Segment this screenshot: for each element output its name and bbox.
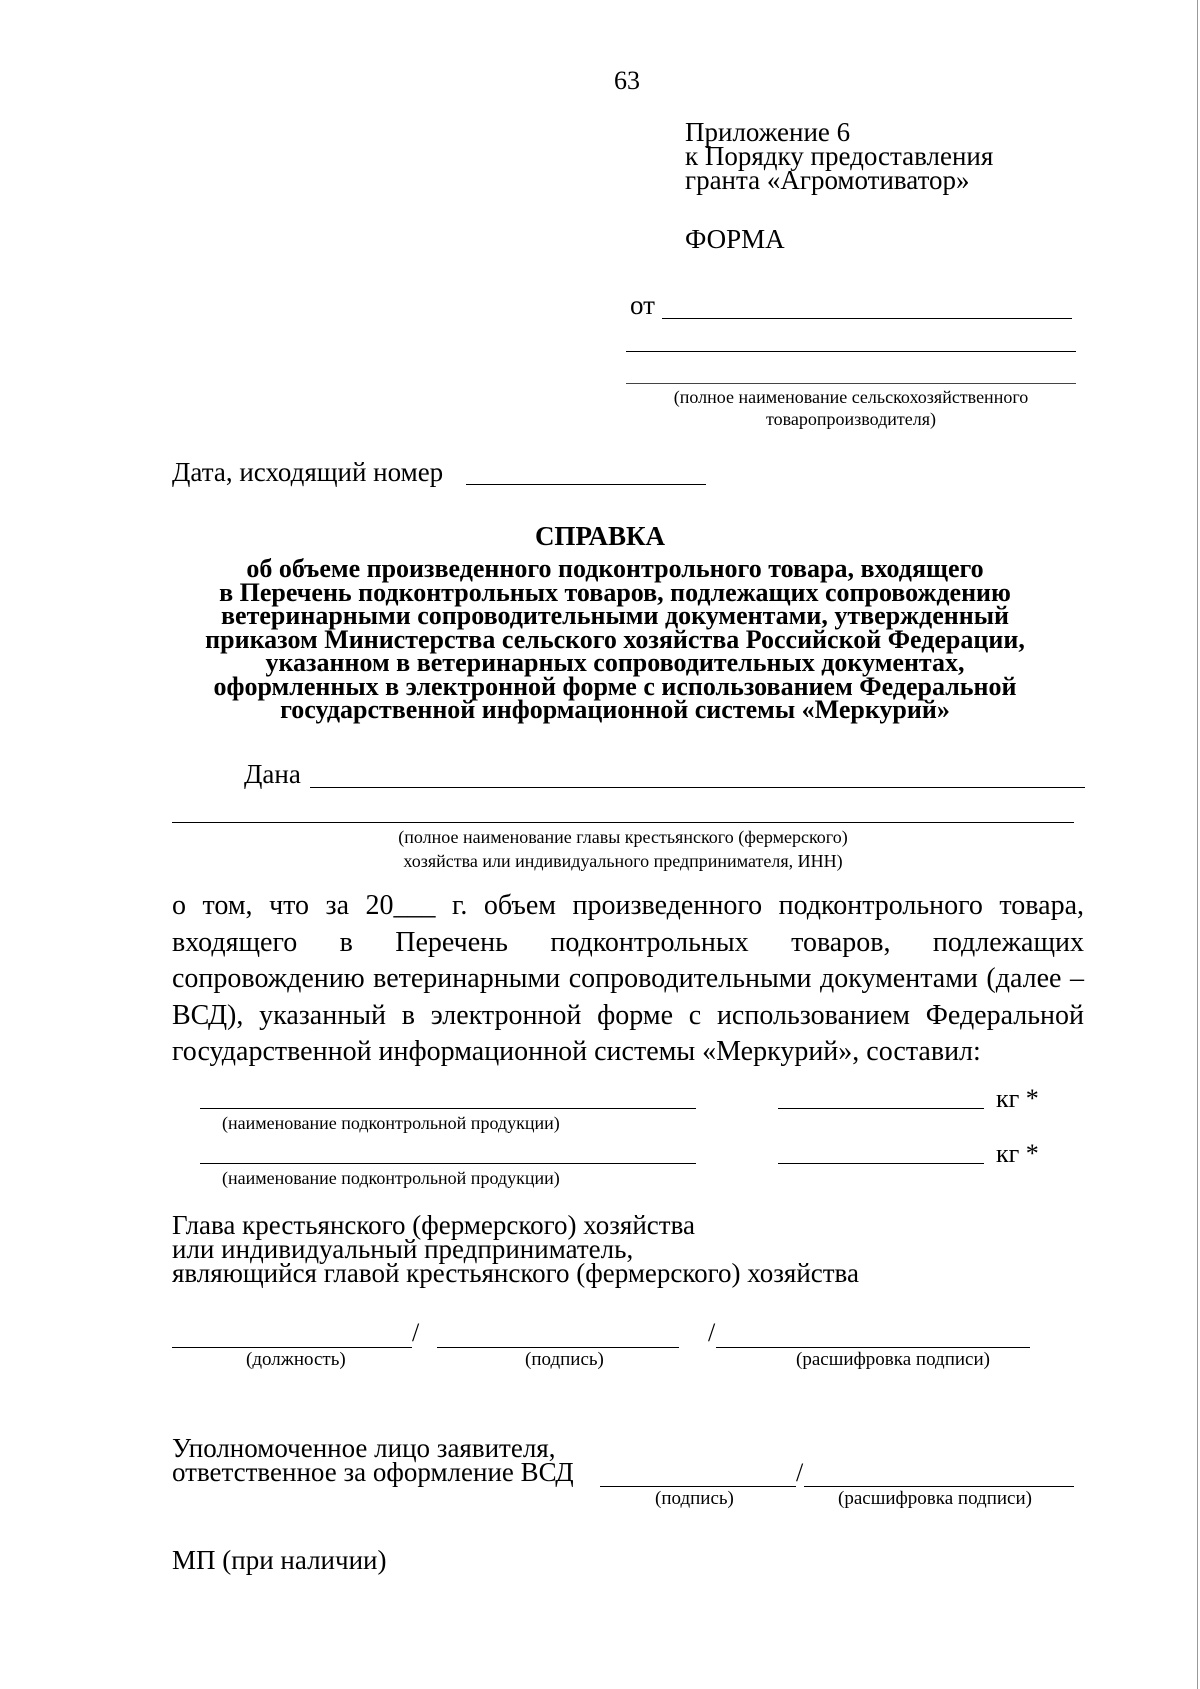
product-qty-line-1 <box>778 1108 984 1109</box>
subtitle-line: оформленных в электронной форме с использованием Федеральной <box>213 671 1017 701</box>
signature-caption: (подпись) <box>525 1349 604 1370</box>
given-label: Дана <box>244 759 301 789</box>
authorized-line-2: ответственное за оформление ВСД <box>172 1457 574 1487</box>
page-edge <box>1197 0 1198 1689</box>
slash-1: / <box>412 1318 420 1347</box>
product-qty-line-2 <box>778 1163 984 1164</box>
slash-3: / <box>796 1458 804 1487</box>
from-label: от <box>630 290 655 320</box>
head-block-line-2: или индивидуальный предприниматель, <box>172 1234 634 1264</box>
subtitle-line: об объеме произведенного подконтрольного товара, входящего <box>246 554 984 583</box>
subtitle-line: государственной информационной системы «Меркурий» <box>280 695 950 724</box>
body-line: входящего в Перечень подконтрольных товаров, подлежащих <box>172 926 1084 958</box>
subtitle-line: приказом Министерства сельского хозяйства Российской Федерации, <box>205 624 1025 654</box>
authorized-decoding-caption: (расшифровка подписи) <box>838 1488 1032 1509</box>
authorized-line-1: Уполномоченное лицо заявителя, <box>172 1433 556 1463</box>
product-name-line-1 <box>200 1108 696 1109</box>
head-block-line-1: Глава крестьянского (фермерского) хозяйства <box>172 1210 695 1240</box>
subtitle-line: в Перечень подконтрольных товаров, подлежащих сопровождению <box>219 577 1011 607</box>
head-caption-2: хозяйства или индивидуального предпринимателя, ИНН) <box>403 851 843 871</box>
decoding-caption: (расшифровка подписи) <box>796 1349 990 1370</box>
signature-line <box>437 1347 679 1348</box>
subtitle-line: указанном в ветеринарных сопроводительных документах, <box>265 648 965 677</box>
date-number-label: Дата, исходящий номер <box>172 457 444 487</box>
from-line-3 <box>626 383 1076 384</box>
body-line: о том, что за 20___ г. объем произведенного подконтрольного товара, <box>172 890 1084 921</box>
given-line-1 <box>310 787 1085 788</box>
document-subtitle <box>150 554 1080 724</box>
position-line <box>172 1347 412 1348</box>
product-caption-1: (наименование подконтрольной продукции) <box>222 1113 560 1133</box>
product-caption-2: (наименование подконтрольной продукции) <box>222 1168 560 1188</box>
subtitle-line: ветеринарными сопроводительными документами, утвержденный <box>221 601 1009 630</box>
date-number-line <box>466 484 706 485</box>
head-caption-1: (полное наименование главы крестьянского (фермерского) <box>398 827 848 847</box>
producer-caption-1: (полное наименование сельскохозяйственного <box>673 387 1029 407</box>
product-name-line-2 <box>200 1163 696 1164</box>
body-line: государственной информационной системы «Меркурий», составил: <box>172 1036 981 1067</box>
authorized-decoding-line <box>804 1486 1074 1487</box>
head-block-line-3: являющийся главой крестьянского (фермерского) хозяйства <box>172 1258 859 1288</box>
decoding-line <box>716 1347 1030 1348</box>
form-label: ФОРМА <box>685 224 785 254</box>
body-line: сопровождению ветеринарными сопроводительными документами (далее – <box>172 963 1084 994</box>
document-title: СПРАВКА <box>534 521 666 551</box>
authorized-signature-caption: (подпись) <box>655 1488 734 1509</box>
slash-2: / <box>708 1318 716 1347</box>
authorized-signature-line <box>600 1486 796 1487</box>
body-paragraph <box>172 888 1084 1071</box>
page-number: 63 <box>614 66 640 95</box>
given-line-2 <box>172 822 1074 823</box>
from-line-2 <box>626 351 1076 352</box>
from-line-1 <box>662 318 1072 319</box>
body-line: ВСД), указанный в электронной форме с использованием Федеральной <box>172 999 1084 1031</box>
appendix-line-1: Приложение 6 <box>685 117 851 147</box>
appendix-line-2: к Порядку предоставления <box>685 141 994 171</box>
position-caption: (должность) <box>246 1349 346 1370</box>
product-unit-2: кг * <box>996 1139 1039 1168</box>
stamp-label: МП (при наличии) <box>172 1545 387 1575</box>
product-unit-1: кг * <box>996 1084 1039 1113</box>
appendix-line-3: гранта «Агромотиватор» <box>685 165 970 195</box>
producer-caption-2: товаропроизводителя) <box>765 409 936 429</box>
